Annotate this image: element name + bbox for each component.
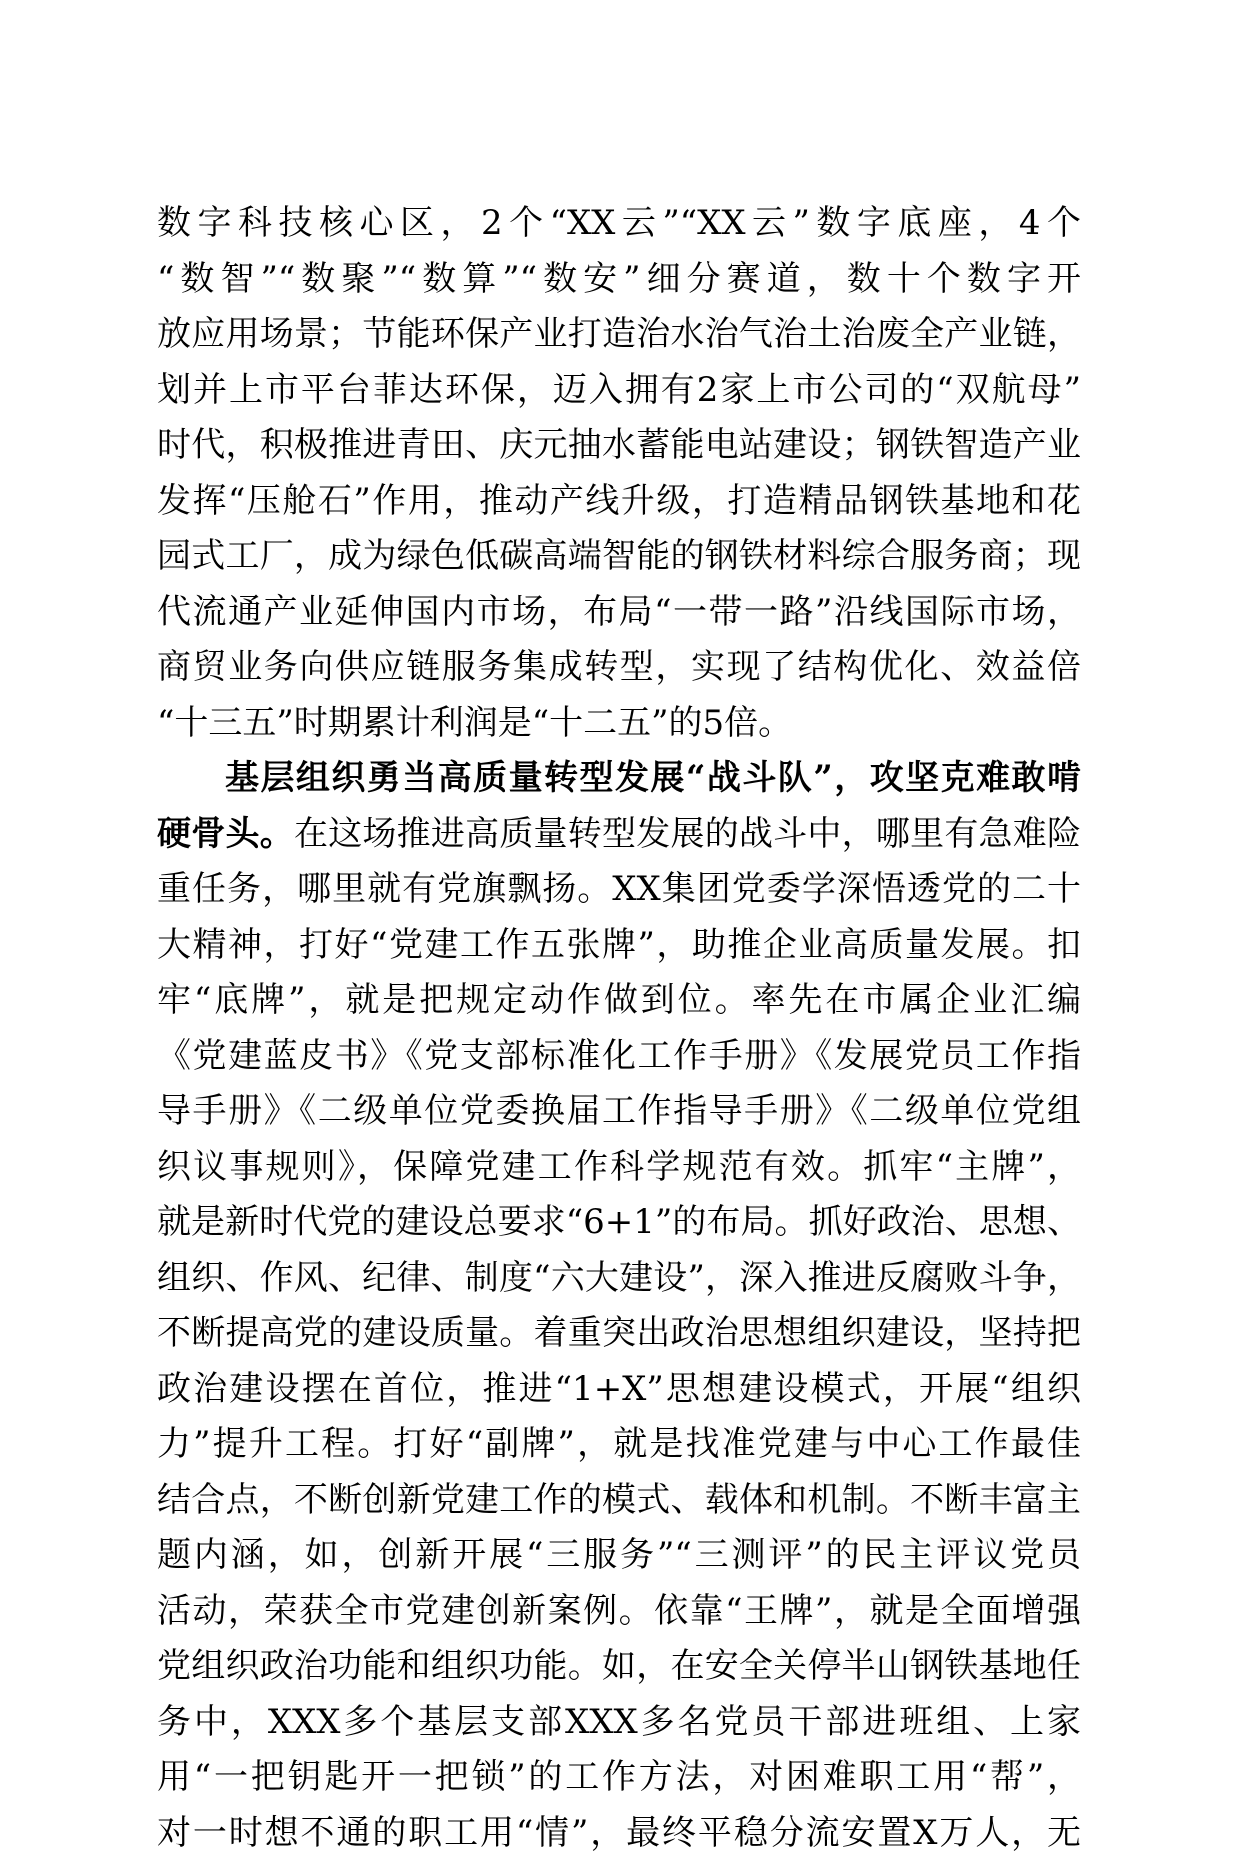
text-line: 导手册》《二级单位党委换届工作指导手册》《二级单位党组 [157,1084,1081,1140]
text-line: 划并上市平台菲达环保，迈入拥有2家上市公司的“双航母” [157,363,1081,419]
text-line: 活动，荣获全市党建创新案例。依靠“王牌”，就是全面增强 [157,1584,1081,1640]
body-text [157,196,1081,1861]
text-line: 商贸业务向供应链服务集成转型，实现了结构优化、效益倍 [157,640,1081,696]
text-line: 时代，积极推进青田、庆元抽水蓄能电站建设；钢铁智造产业 [157,418,1081,474]
text-line: 就是新时代党的建设总要求“6+1”的布局。抓好政治、思想、 [157,1195,1081,1251]
text-line: 重任务，哪里就有党旗飘扬。XX集团党委学深悟透党的二十 [157,862,1081,918]
text-line: 织议事规则》，保障党建工作科学规范有效。抓牢“主牌”， [157,1140,1081,1196]
paragraph-heading-end: 硬骨头。 [157,814,294,854]
paragraph-1 [157,196,1081,751]
text-line: 组织、作风、纪律、制度“六大建设”，深入推进反腐败斗争， [157,1251,1081,1307]
text-line: 数字科技核心区，2个“XX云”“XX云”数字底座，4个 [157,196,1081,252]
paragraph-2 [157,751,1081,1861]
text-line: 务中，XXX多个基层支部XXX多名党员干部进班组、上家 [157,1695,1081,1751]
text-line: 不断提高党的建设质量。着重突出政治思想组织建设，坚持把 [157,1306,1081,1362]
text-line: 对一时想不通的职工用“情”，最终平稳分流安置X万人，无 [157,1806,1081,1861]
text-span: 在这场推进高质量转型发展的战斗中，哪里有急难险 [294,814,1081,854]
text-line: 结合点，不断创新党建工作的模式、载体和机制。不断丰富主 [157,1473,1081,1529]
text-line: 大精神，打好“党建工作五张牌”，助推企业高质量发展。扣 [157,918,1081,974]
text-line: 用“一把钥匙开一把锁”的工作方法，对困难职工用“帮”， [157,1750,1081,1806]
text-line: 园式工厂，成为绿色低碳高端智能的钢铁材料综合服务商；现 [157,529,1081,585]
paragraph-heading: 基层组织勇当高质量转型发展“战斗队”，攻坚克难敢啃 [157,751,1081,807]
text-line: 党组织政治功能和组织功能。如，在安全关停半山钢铁基地任 [157,1639,1081,1695]
text-line: 《党建蓝皮书》《党支部标准化工作手册》《发展党员工作指 [157,1029,1081,1085]
text-line: 力”提升工程。打好“副牌”，就是找准党建与中心工作最佳 [157,1417,1081,1473]
text-line: “数智”“数聚”“数算”“数安”细分赛道，数十个数字开 [157,252,1081,308]
text-line: 牢“底牌”，就是把规定动作做到位。率先在市属企业汇编 [157,973,1081,1029]
text-line: 发挥“压舱石”作用，推动产线升级，打造精品钢铁基地和花 [157,474,1081,530]
text-line: 题内涵，如，创新开展“三服务”“三测评”的民主评议党员 [157,1528,1081,1584]
text-line: 政治建设摆在首位，推进“1+X”思想建设模式，开展“组织 [157,1362,1081,1418]
text-line-last: “十三五”时期累计利润是“十二五”的5倍。 [157,696,1081,752]
text-line: 代流通产业延伸国内市场，布局“一带一路”沿线国际市场， [157,585,1081,641]
text-line: 放应用场景；节能环保产业打造治水治气治土治废全产业链， [157,307,1081,363]
text-line [157,807,1081,863]
